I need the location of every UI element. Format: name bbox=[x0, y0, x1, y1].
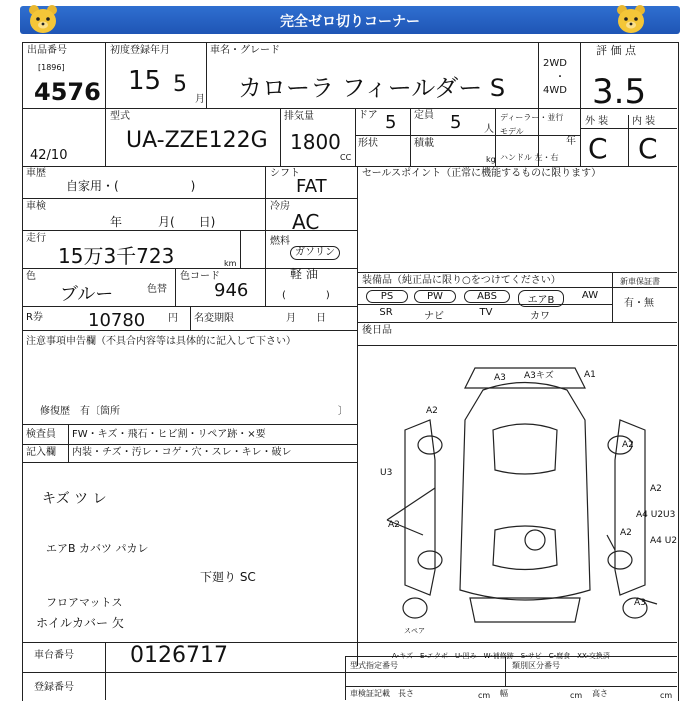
chassis-number: 0126717 bbox=[130, 643, 228, 668]
sales-point-label: セールスポイント（正常に機能するものに限ります） bbox=[362, 168, 602, 179]
shift: FAT bbox=[296, 176, 327, 197]
color: ブルー bbox=[60, 284, 114, 305]
mileage-label: 走行 bbox=[26, 233, 46, 244]
equip-pw: PW bbox=[414, 290, 456, 303]
equip-aw: AW bbox=[581, 290, 599, 301]
car-condition-diagram bbox=[375, 360, 678, 650]
equip-ps: PS bbox=[366, 290, 408, 303]
mileage: 15万3千723 bbox=[58, 244, 175, 268]
capacity-unit: 人 bbox=[484, 124, 494, 135]
fuel-label: 燃料 bbox=[270, 236, 290, 247]
model-label: 型式 bbox=[110, 111, 130, 122]
spare-mark: スペア bbox=[404, 627, 425, 635]
inspector-label: 検査員 bbox=[26, 429, 56, 440]
lot-number-sub: [1896] bbox=[38, 63, 65, 72]
name-change-label: 名変期限 bbox=[194, 313, 234, 324]
height-unit: cm bbox=[660, 691, 673, 700]
exterior-grade: C bbox=[588, 132, 608, 165]
fuel-other: ( ) bbox=[282, 290, 330, 301]
displacement: 1800 bbox=[290, 130, 341, 154]
drive-4wd: 4WD bbox=[543, 85, 567, 96]
damage-mark: A2 bbox=[622, 440, 634, 450]
month-unit: 月 bbox=[195, 94, 205, 105]
drive-dot: ・ bbox=[555, 72, 565, 83]
note-line-1: キズ ツ レ bbox=[42, 491, 107, 507]
score: 3.5 bbox=[592, 72, 647, 112]
registration-month: 5 bbox=[173, 72, 187, 97]
width-label: 幅 bbox=[500, 689, 508, 698]
notice-label: 注意事項申告欄（不具合内容等は具体的に記入して下さい） bbox=[26, 336, 296, 347]
shift-label: シフト bbox=[270, 168, 300, 179]
lot-number-label: 出品番号 bbox=[27, 45, 67, 56]
name-change-fields: 月 日 bbox=[286, 313, 326, 324]
drive-2wd: 2WD bbox=[543, 58, 567, 69]
color-code-label: 色コード bbox=[180, 271, 220, 282]
repair-history-label: 修復歴 有〔箇所 bbox=[40, 406, 120, 417]
interior-label: 内 装 bbox=[632, 116, 656, 127]
equip-sr: SR bbox=[379, 307, 393, 318]
damage-mark: A2 bbox=[650, 484, 662, 494]
length-unit: cm bbox=[478, 691, 491, 700]
handle-label: ハンドル 左・右 bbox=[500, 153, 559, 162]
equip-leather: カワ bbox=[530, 311, 550, 322]
interior-grade: C bbox=[638, 132, 658, 165]
shape-label: 形状 bbox=[358, 138, 378, 149]
registration-year: 15 bbox=[128, 66, 162, 96]
note-line-2: エアB カバツ パカレ bbox=[46, 542, 149, 555]
capacity-label: 定員 bbox=[414, 110, 434, 121]
length-label: 長さ bbox=[398, 689, 414, 698]
mascot-bear-icon bbox=[614, 4, 648, 36]
lot-number: 4576 bbox=[34, 78, 101, 106]
fuel-diesel: 軽 油 bbox=[290, 267, 318, 281]
registration-label: 登録番号 bbox=[34, 682, 74, 693]
purpose: 自家用・( ) bbox=[66, 179, 196, 193]
dealer-label: ディーラー・並行 bbox=[500, 113, 564, 122]
cc-unit: CC bbox=[340, 153, 352, 162]
load-unit: kg bbox=[486, 155, 496, 164]
cert-label: 車検証記載 bbox=[350, 689, 390, 698]
damage-mark: A4 U2 bbox=[650, 536, 678, 546]
model-year-label: モデル bbox=[500, 127, 524, 136]
mileage-unit: km bbox=[224, 259, 237, 268]
lot-note: 42/10 bbox=[30, 148, 68, 163]
fuel-gasoline: ガソリン bbox=[290, 246, 340, 260]
car-name: カローラ フィールダー S bbox=[238, 74, 506, 102]
warranty-label: 新車保証書 bbox=[620, 277, 660, 286]
load-label: 積載 bbox=[414, 138, 434, 149]
damage-mark: A4 U2U3 bbox=[636, 510, 676, 520]
damage-mark: A3 bbox=[634, 598, 646, 608]
inspector-row-interior: 内装・チズ・汚レ・コゲ・穴・スレ・キレ・破レ bbox=[72, 447, 292, 458]
recycle-label: R券 bbox=[26, 312, 43, 323]
note-line-4: フロアマットス bbox=[46, 596, 123, 609]
repair-history-close: 〕 bbox=[338, 406, 348, 417]
note-line-5: ホイルカバー 欠 bbox=[36, 616, 124, 630]
width-unit: cm bbox=[570, 691, 583, 700]
class-label: 類別区分番号 bbox=[512, 661, 560, 670]
model-code: UA-ZZE122G bbox=[126, 128, 268, 153]
color-code: 946 bbox=[214, 280, 249, 301]
type-spec-label: 型式指定番号 bbox=[350, 661, 398, 670]
damage-mark: A3キズ bbox=[524, 371, 554, 381]
inspection-label: 車検 bbox=[26, 201, 46, 212]
recycle-fee: 10780 bbox=[88, 310, 146, 331]
color-label: 色 bbox=[26, 271, 36, 282]
damage-mark: A2 bbox=[620, 528, 632, 538]
chassis-label: 車台番号 bbox=[34, 650, 74, 661]
displacement-label: 排気量 bbox=[284, 111, 314, 122]
after-items-label: 後日品 bbox=[362, 325, 392, 336]
equip-abs: ABS bbox=[464, 290, 510, 303]
header-banner bbox=[20, 6, 680, 34]
doors: 5 bbox=[385, 112, 397, 133]
damage-legend: A-キズ E-エクボ U-凹み W-補修跡 S-サビ C-腐食 XX-交換済 bbox=[392, 652, 610, 660]
inspector-row-exterior: FW・キズ・飛石・ヒビ割・リペア跡・×要 bbox=[72, 429, 266, 440]
equip-tv: TV bbox=[479, 307, 493, 318]
door-label: ドア bbox=[358, 110, 378, 121]
first-registration-label: 初度登録年月 bbox=[110, 45, 170, 56]
capacity: 5 bbox=[450, 112, 462, 133]
height-label: 高さ bbox=[592, 689, 608, 698]
damage-mark: A2 bbox=[426, 406, 438, 416]
recycle-unit: 円 bbox=[168, 313, 178, 324]
color-change-label: 色替 bbox=[147, 284, 167, 295]
score-label: 評 価 点 bbox=[596, 44, 636, 57]
warranty-value: 有・無 bbox=[624, 298, 654, 309]
damage-mark: A3 bbox=[494, 373, 506, 383]
purpose-label: 車歴 bbox=[26, 168, 46, 179]
equipment-label: 装備品（純正品に限り○をつけてください） bbox=[362, 275, 561, 286]
equip-airbag: エアB bbox=[518, 290, 564, 307]
inspection-fields: 年 月( 日) bbox=[110, 215, 216, 229]
car-name-label: 車名・グレード bbox=[210, 45, 280, 56]
mascot-bear-icon bbox=[26, 4, 60, 36]
damage-mark: A1 bbox=[584, 370, 596, 380]
banner-title: 完全ゼロ切りコーナー bbox=[280, 14, 420, 30]
damage-mark: U3 bbox=[380, 468, 393, 478]
note-line-3: 下廻り SC bbox=[200, 570, 256, 584]
air-conditioning: AC bbox=[292, 210, 320, 234]
exterior-label: 外 装 bbox=[585, 116, 609, 127]
ac-label: 冷房 bbox=[270, 201, 290, 212]
year-unit: 年 bbox=[566, 136, 576, 147]
recorder-label: 記入欄 bbox=[26, 447, 56, 458]
damage-mark: A2 bbox=[388, 520, 400, 530]
equip-navi: ナビ bbox=[424, 311, 444, 322]
